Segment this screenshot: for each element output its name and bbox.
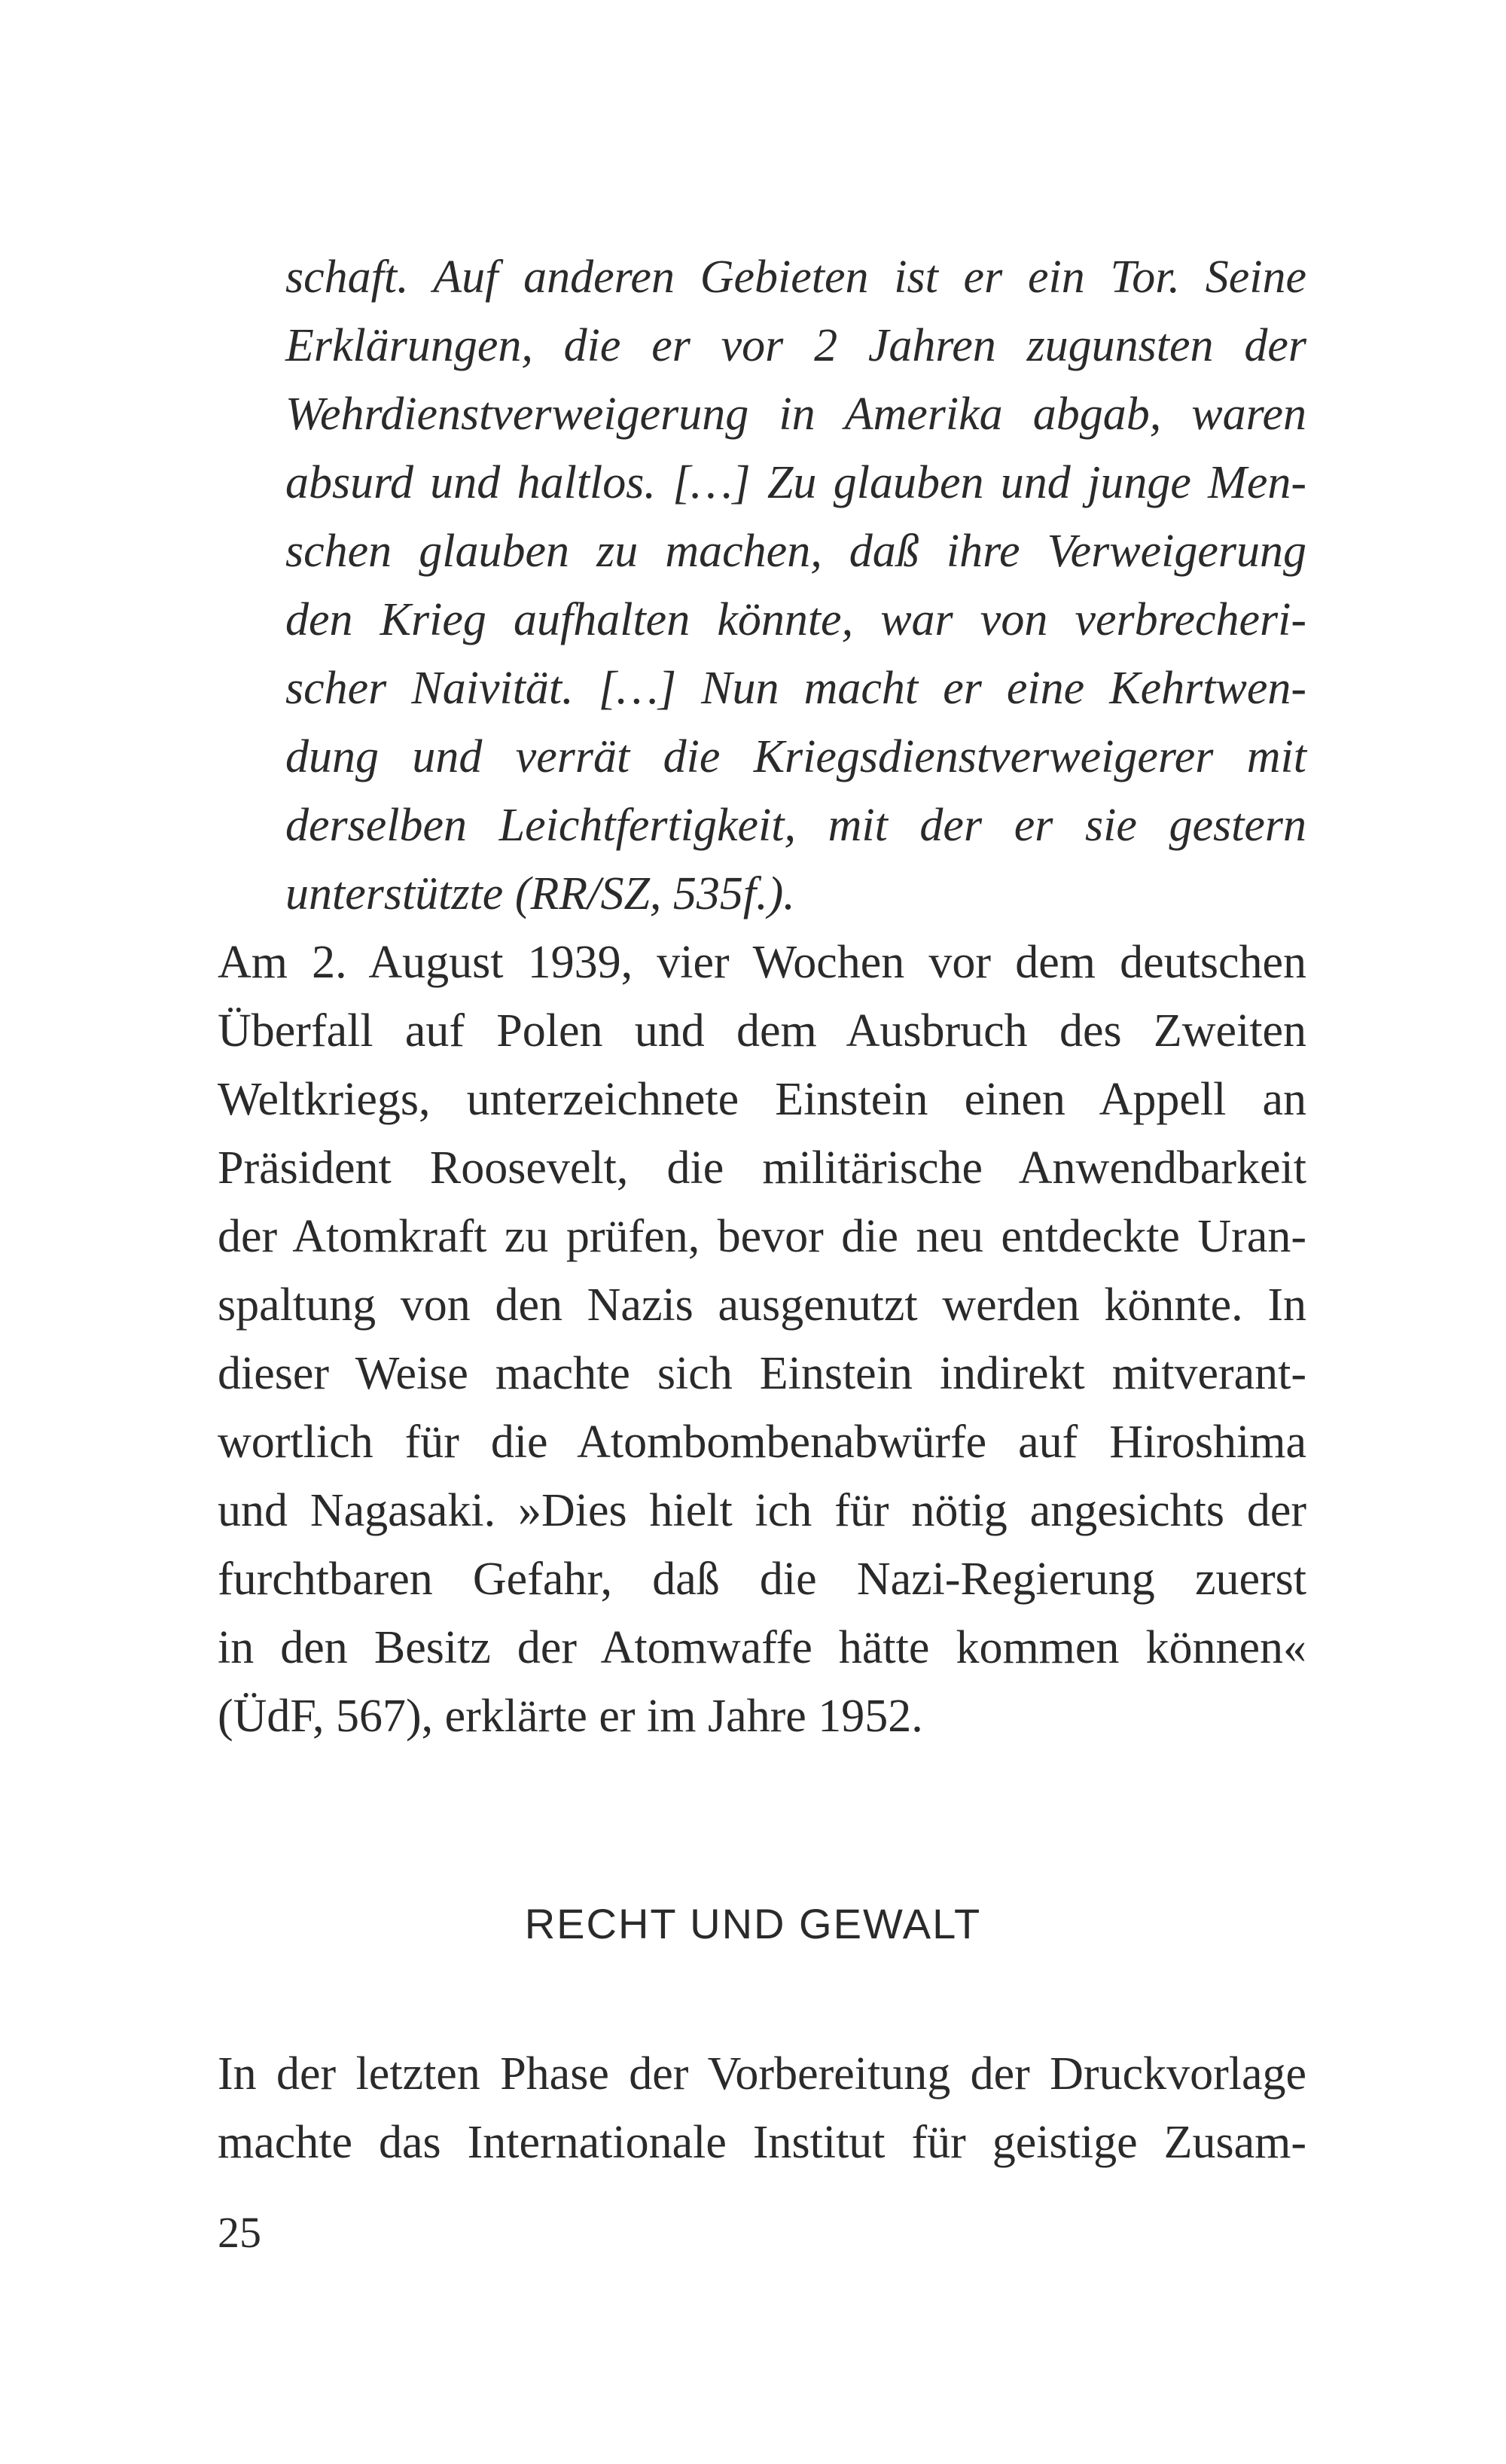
section-heading: RECHT UND GEWALT bbox=[524, 1900, 982, 1947]
paragraph-line: Am 2. August 1939, vier Wochen vor dem deutschen bbox=[218, 937, 1306, 988]
quote-line: schen glauben zu machen, daß ihre Verweigerung bbox=[285, 526, 1306, 577]
paragraph-line: und Nagasaki. »Dies hielt ich für nötig angesichts der bbox=[218, 1485, 1306, 1536]
paragraph-line: In der letzten Phase der Vorbereitung der Druckvorlage bbox=[218, 2048, 1306, 2100]
paragraph-line: Überfall auf Polen und dem Ausbruch des Zweiten bbox=[218, 1005, 1306, 1057]
paragraph-line: dieser Weise machte sich Einstein indirekt mitverant- bbox=[218, 1348, 1306, 1399]
page-number: 25 bbox=[218, 2208, 261, 2257]
paragraph-line: furchtbaren Gefahr, daß die Nazi-Regierung zuerst bbox=[218, 1554, 1306, 1605]
paragraph-line: Präsident Roosevelt, die militärische Anwendbarkeit bbox=[218, 1142, 1306, 1194]
quote-line: schaft. Auf anderen Gebieten ist er ein Tor. Seine bbox=[285, 252, 1306, 303]
paragraph-line: in den Besitz der Atomwaffe hätte kommen können« bbox=[218, 1622, 1306, 1673]
quote-line: derselben Leichtfertigkeit, mit der er sie gestern bbox=[285, 800, 1306, 851]
paragraph-line: spaltung von den Nazis ausgenutzt werden könnte. In bbox=[218, 1279, 1306, 1331]
paragraph-line: Weltkriegs, unterzeichnete Einstein einen Appell an bbox=[218, 1074, 1306, 1125]
paragraph-line: machte das Internationale Institut für geistige Zusam- bbox=[218, 2117, 1306, 2168]
quote-line: den Krieg aufhalten könnte, war von verbrecheri- bbox=[285, 594, 1306, 645]
quote-line: unterstützte (RR/SZ, 535f.). bbox=[285, 868, 795, 919]
quote-line: dung und verrät die Kriegsdienstverweigerer mit bbox=[285, 731, 1306, 782]
paragraph-line: wortlich für die Atombombenabwürfe auf Hiroshima bbox=[218, 1416, 1306, 1468]
quote-line: scher Naivität. […] Nun macht er eine Kehrtwen- bbox=[285, 663, 1306, 714]
quote-line: absurd und haltlos. […] Zu glauben und junge Men- bbox=[285, 457, 1306, 508]
quote-line: Erklärungen, die er vor 2 Jahren zugunsten der bbox=[285, 320, 1306, 371]
paragraph-line: der Atomkraft zu prüfen, bevor die neu entdeckte Uran- bbox=[218, 1211, 1306, 1262]
paragraph-line: (ÜdF, 567), erklärte er im Jahre 1952. bbox=[218, 1691, 923, 1742]
quote-line: Wehrdienstverweigerung in Amerika abgab, waren bbox=[285, 389, 1306, 440]
